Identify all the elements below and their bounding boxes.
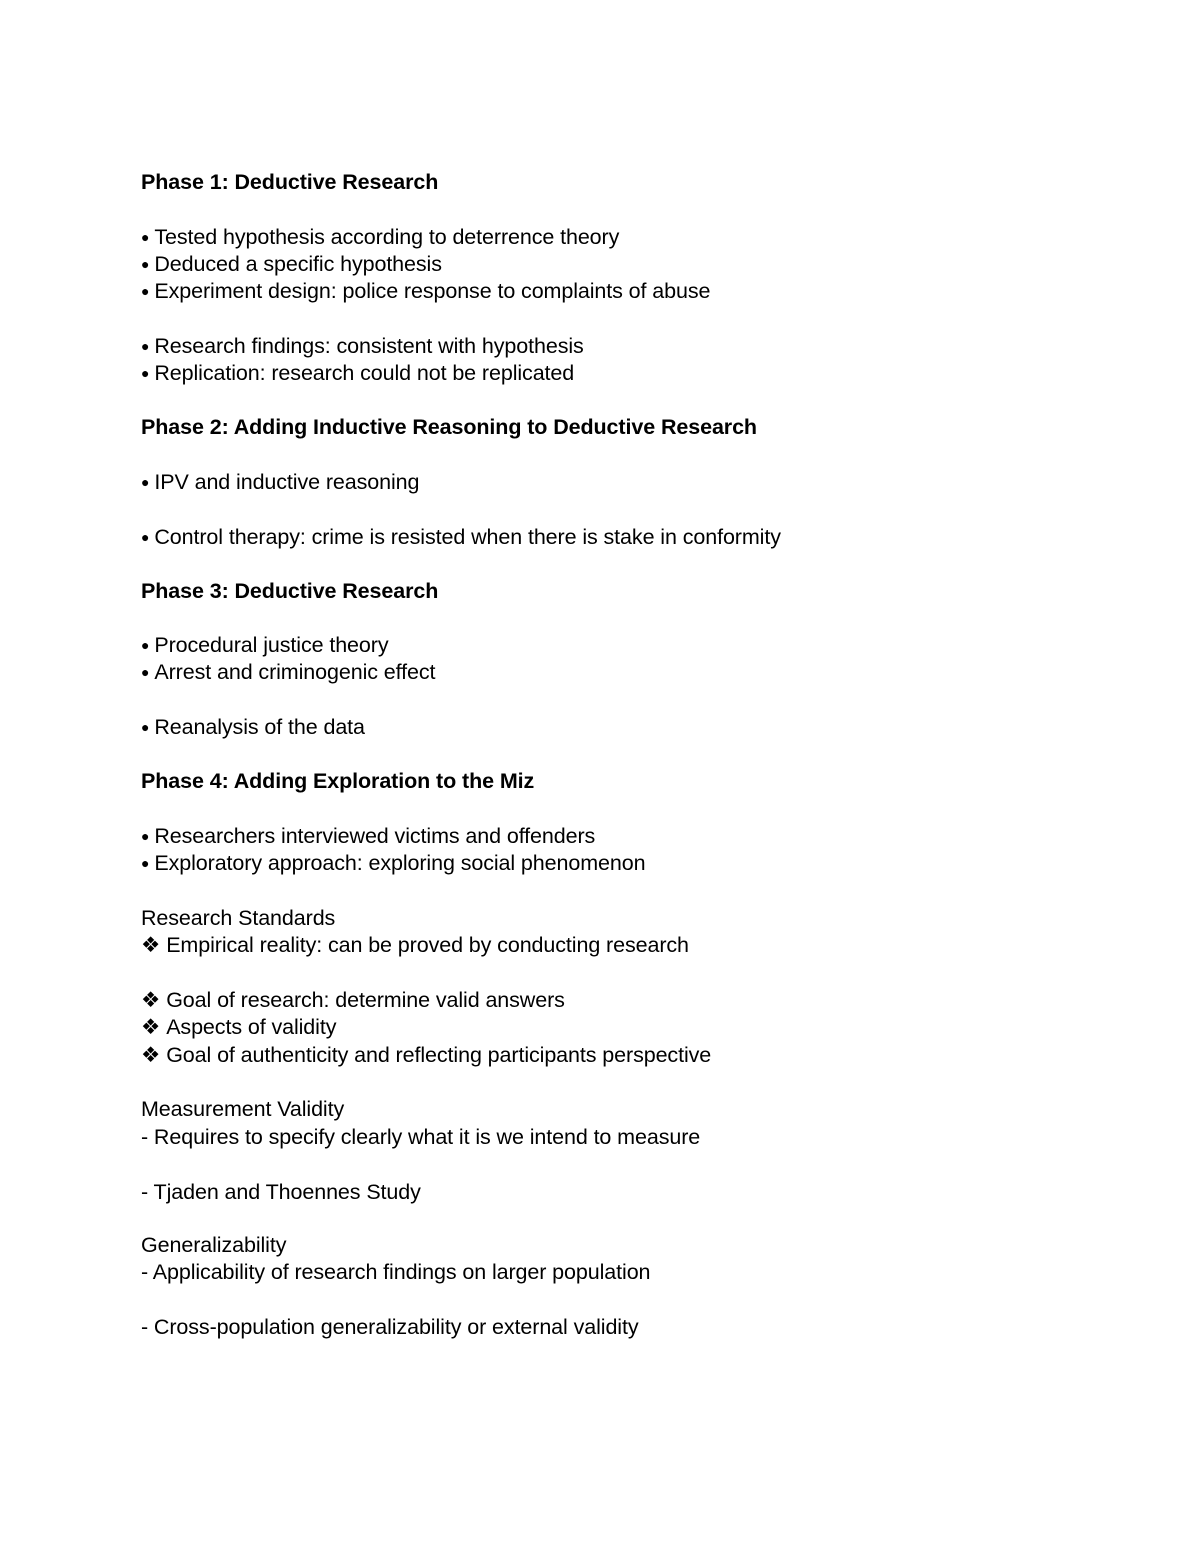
bullet-dot-icon: ● — [141, 229, 150, 245]
list-item — [141, 987, 565, 1014]
list-item — [141, 1014, 336, 1041]
bullet-dot-icon: ● — [141, 637, 150, 653]
list-item — [141, 524, 781, 551]
bullet-dot-icon: ● — [141, 283, 150, 299]
list-item-text: Exploratory approach: exploring social phenomenon — [154, 851, 646, 875]
list-item-text: Empirical reality: can be proved by conducting research — [166, 933, 689, 957]
bullet-dot-icon: ● — [141, 256, 150, 272]
section-heading-phase-1: Phase 1: Deductive Research — [141, 170, 439, 194]
section-heading-phase-4: Phase 4: Adding Exploration to the Miz — [141, 769, 535, 793]
list-item-text: Arrest and criminogenic effect — [154, 660, 436, 684]
list-item-text: Experiment design: police response to complaints of abuse — [154, 279, 711, 303]
bullet-dot-icon: ● — [141, 828, 150, 844]
generalizability-title: Generalizability — [141, 1233, 287, 1257]
list-item-text: Researchers interviewed victims and offenders — [154, 824, 596, 848]
list-item-text: Goal of authenticity and reflecting participants perspective — [166, 1043, 712, 1067]
list-item — [141, 823, 595, 850]
list-item — [141, 224, 619, 251]
list-item-text: Goal of research: determine valid answers — [166, 988, 565, 1012]
list-item: - Applicability of research findings on larger population — [141, 1260, 651, 1284]
list-item — [141, 932, 689, 959]
diamond-bullet-icon: ❖ — [141, 988, 161, 1012]
bullet-dot-icon: ● — [141, 365, 150, 381]
bullet-dot-icon: ● — [141, 474, 150, 490]
diamond-bullet-icon: ❖ — [141, 1015, 161, 1039]
list-item: - Tjaden and Thoennes Study — [141, 1180, 421, 1204]
list-item-text: Replication: research could not be replicated — [154, 361, 575, 385]
list-item-text: Reanalysis of the data — [154, 715, 365, 739]
list-item — [141, 333, 584, 360]
list-item — [141, 469, 419, 496]
list-item-text: Research findings: consistent with hypothesis — [154, 334, 584, 358]
list-item — [141, 1042, 711, 1069]
section-heading-phase-3: Phase 3: Deductive Research — [141, 579, 439, 603]
list-item: - Requires to specify clearly what it is we intend to measure — [141, 1125, 701, 1149]
list-item — [141, 251, 442, 278]
list-item — [141, 632, 388, 659]
list-item: - Cross-population generalizability or external validity — [141, 1315, 639, 1339]
research-standards-title: Research Standards — [141, 906, 336, 930]
list-item-text: Procedural justice theory — [154, 633, 389, 657]
diamond-bullet-icon: ❖ — [141, 1043, 161, 1067]
bullet-dot-icon: ● — [141, 664, 150, 680]
list-item-text: Deduced a specific hypothesis — [154, 252, 442, 276]
diamond-bullet-icon: ❖ — [141, 933, 161, 957]
list-item — [141, 659, 435, 686]
list-item — [141, 278, 710, 305]
bullet-dot-icon: ● — [141, 338, 150, 354]
list-item-text: Control therapy: crime is resisted when there is stake in conformity — [154, 525, 781, 549]
bullet-dot-icon: ● — [141, 529, 150, 545]
list-item — [141, 850, 645, 877]
measurement-validity-title: Measurement Validity — [141, 1097, 345, 1121]
bullet-dot-icon: ● — [141, 719, 150, 735]
list-item-text: Tested hypothesis according to deterrence theory — [154, 225, 620, 249]
list-item-text: Aspects of validity — [166, 1015, 337, 1039]
bullet-dot-icon: ● — [141, 855, 150, 871]
list-item-text: IPV and inductive reasoning — [154, 470, 420, 494]
list-item — [141, 360, 574, 387]
section-heading-phase-2: Phase 2: Adding Inductive Reasoning to Deductive Research — [141, 415, 757, 439]
list-item — [141, 714, 365, 741]
